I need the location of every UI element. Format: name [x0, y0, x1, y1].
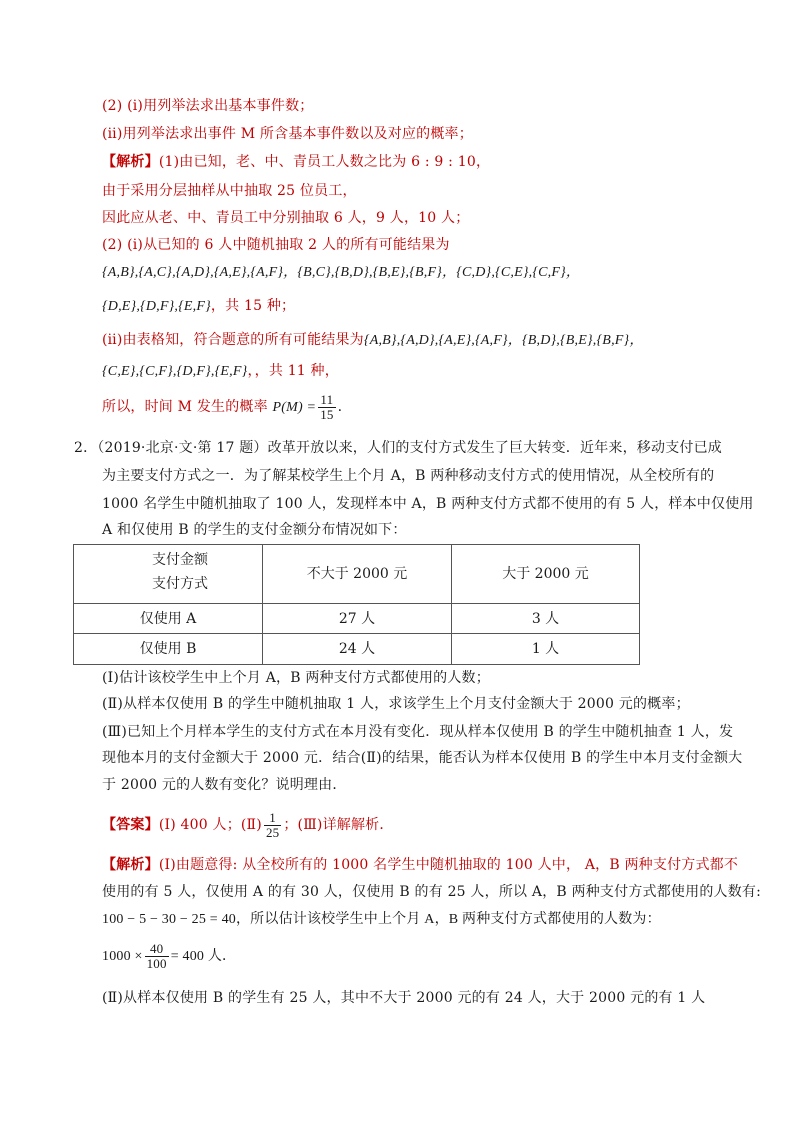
fraction-numerator: 40 [145, 942, 169, 957]
text-span: (Ⅱ) [240, 817, 262, 833]
table-cell: 27 人 [263, 604, 452, 634]
text-span: (1)由已知，老、中、青员工人数之比为 6 : 9 : 10， [158, 154, 491, 170]
question-line: 1000 名学生中随机抽取了 100 人，发现样本中 A，B 两种支付方式都不使用的有 5 人，样本中仅使用 [102, 496, 754, 512]
text-span: (ⅱ)由表格知，符合题意的所有可能结果为 [102, 332, 364, 348]
math-span: {D,E},{D,F},{E,F} [102, 299, 211, 314]
math-span: P(M) = [272, 400, 317, 415]
table-header-row [74, 545, 640, 604]
text-span: (Ⅰ) 400 人； [158, 817, 241, 833]
table-corner-cell [74, 545, 263, 604]
table-cell: 1 人 [452, 634, 640, 665]
text-line [102, 361, 339, 382]
fraction-denominator: 15 [320, 406, 334, 422]
payment-table [73, 544, 640, 665]
question-line: (Ⅰ)估计该校学生中上个月 A，B 两种支付方式都使用的人数； [102, 670, 490, 686]
table-corner-bottom: 支付方式 [152, 576, 208, 592]
answer-line [102, 808, 394, 842]
text-line [102, 330, 644, 351]
solution-line [102, 855, 738, 875]
text-line [102, 152, 490, 172]
answer-tag: 【答案】 [102, 817, 159, 833]
text-line: 由于采用分层抽样从中抽取 25 位员工， [102, 183, 357, 199]
fraction-denominator: 25 [265, 824, 280, 840]
text-span: ；(Ⅲ)详解解析． [283, 817, 394, 833]
text-span: (Ⅰ)由题意得: 从全校所有的 1000 名学生中随机抽取的 100 人中， A，B 两种支付方式都不 [158, 857, 739, 873]
text-span: 所以，时间 M 发生的概率 [102, 399, 273, 415]
table-header-cell: 不大于 2000 元 [263, 545, 452, 604]
fraction-numerator: 11 [318, 393, 335, 408]
question-line: A 和仅使用 B 的学生的支付金额分布情况如下： [102, 522, 407, 538]
text-span: = 400 人． [170, 949, 237, 964]
solution-line [102, 940, 236, 974]
table-cell: 3 人 [452, 604, 640, 634]
solution-tag: 【解析】 [102, 154, 159, 170]
question-line: 于 2000 元的人数有变化？说明理由． [102, 777, 347, 793]
text-line [102, 392, 342, 423]
math-line: {A,B},{A,C},{A,D},{A,E},{A,F}，{B,C},{B,D},{B,E},{B,F}，{C,D},{C,E},{C,F}， [102, 265, 581, 280]
solution-tag: 【解析】 [102, 857, 159, 873]
question-line: 2．（2019·北京·文·第 17 题）改革开放以来，人们的支付方式发生了巨大转变．近年来，移动支付已成 [74, 440, 722, 456]
text-line: (ⅱ)用列举法求出事件 M 所含基本事件数以及对应的概率； [102, 126, 473, 142]
solution-line: 使用的有 5 人，仅使用 A 的有 30 人，仅使用 B 的有 25 人，所以 A，B 两种支付方式都使用的人数有: [102, 884, 762, 900]
table-cell: 24 人 [263, 634, 452, 665]
text-span: . [337, 399, 343, 415]
question-line: (Ⅱ)从样本仅使用 B 的学生中随机抽取 1 人，求该学生上个月支付金额大于 2000 元的概率； [102, 696, 690, 712]
fraction-denominator: 100 [146, 956, 167, 972]
solution-line: (Ⅱ)从样本仅使用 B 的学生有 25 人，其中不大于 2000 元的有 24 人，大于 2000 元的有 1 人 [102, 990, 706, 1006]
math-line [102, 296, 295, 317]
text-span: ，共 15 种； [210, 298, 296, 314]
table-row [74, 634, 640, 665]
text-line: (2) (ⅰ)从已知的 6 人中随机抽取 2 人的所有可能结果为 [102, 237, 450, 253]
table-row [74, 604, 640, 634]
table-corner-top: 支付金额 [152, 552, 208, 568]
text-line: 因此应从老、中、青员工中分别抽取 6 人，9 人，10 人； [102, 210, 470, 226]
question-line: 为主要支付方式之一．为了解某校学生上个月 A，B 两种移动支付方式的使用情况，从全校所有的 [102, 468, 715, 484]
text-span: 1000 × [102, 949, 143, 964]
fraction [318, 393, 335, 422]
question-line: (Ⅲ)已知上个月样本学生的支付方式在本月没有变化．现从样本仅使用 B 的学生中随机抽查 1 人，发 [102, 724, 734, 740]
table-row-label: 仅使用 A [74, 604, 263, 634]
table-row-label: 仅使用 B [74, 634, 263, 665]
table-header-cell: 大于 2000 元 [452, 545, 640, 604]
fraction [145, 942, 169, 971]
fraction [264, 811, 281, 840]
text-span: ，，共 11 种， [247, 363, 339, 379]
math-span: {A,B},{A,D},{A,E},{A,F}，{B,D},{B,E},{B,F}， [363, 333, 644, 348]
fraction-numerator: 1 [264, 811, 281, 826]
solution-line: 100 − 5 − 30 − 25 = 40，所以估计该校学生中上个月 A，B 两种支付方式都使用的人数为： [102, 912, 661, 927]
text-line: (2) (ⅰ)用列举法求出基本事件数； [102, 98, 314, 114]
question-line: 现他本月的支付金额大于 2000 元．结合(Ⅱ)的结果，能否认为样本仅使用 B 的学生中本月支付金额大 [102, 750, 743, 766]
math-span: {C,E},{C,F},{D,F},{E,F} [102, 364, 248, 379]
